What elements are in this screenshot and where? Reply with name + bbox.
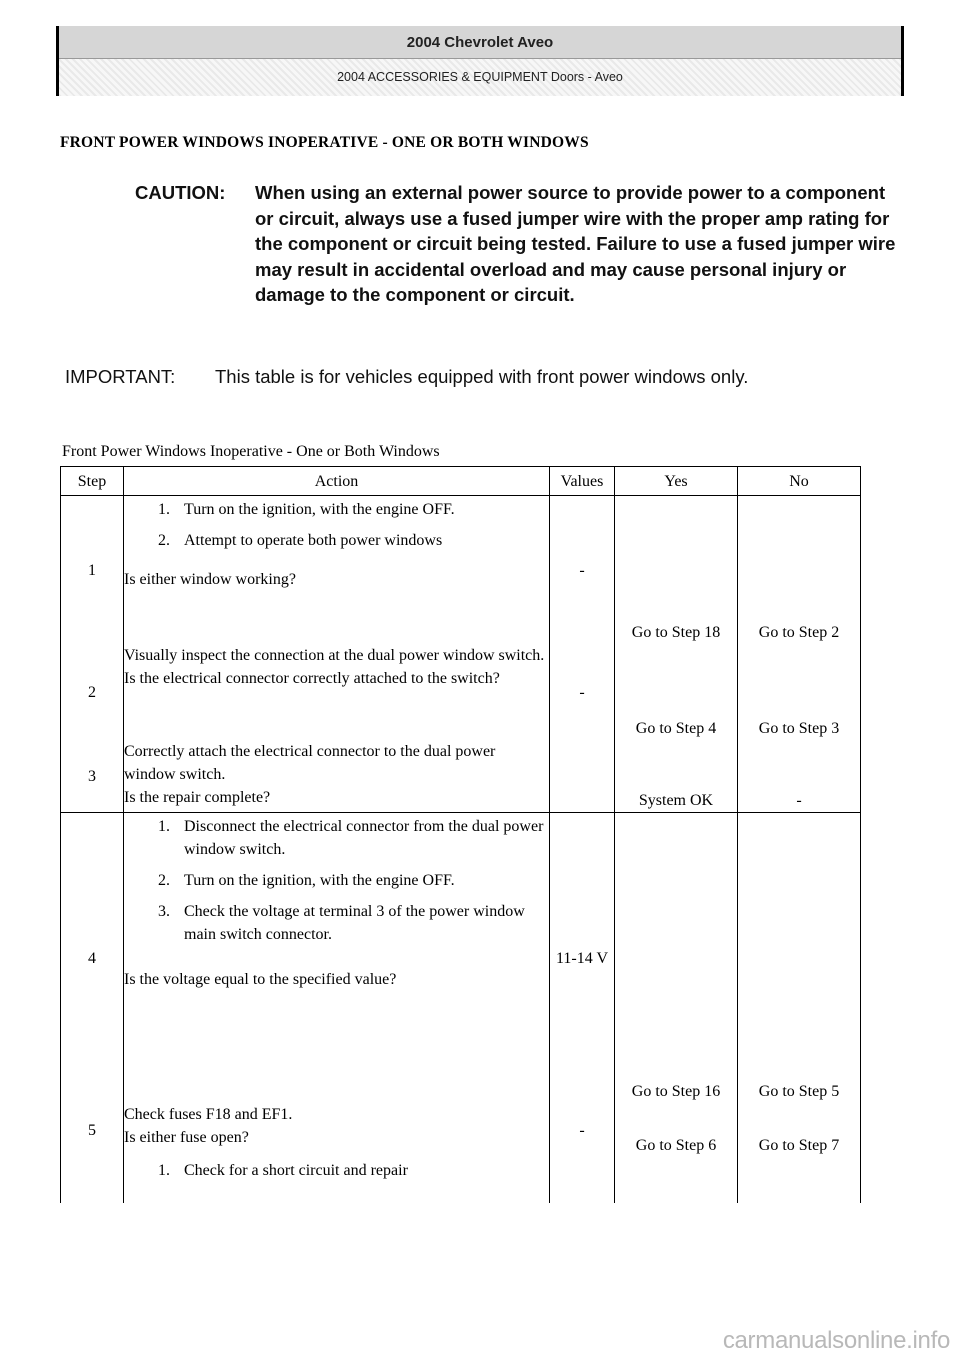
step-number: 2 xyxy=(61,644,124,740)
table-row xyxy=(61,1157,861,1203)
step-question: Is the voltage equal to the specified value? xyxy=(124,971,397,988)
step-action xyxy=(124,1157,550,1203)
table-row xyxy=(61,496,861,645)
step-no: Go to Step 3 xyxy=(738,644,861,740)
section-title: FRONT POWER WINDOWS INOPERATIVE - ONE OR BOTH WINDOWS xyxy=(60,134,589,151)
step-question: Is the electrical connector correctly attached to the switch? xyxy=(124,670,500,687)
step-no: - xyxy=(738,740,861,813)
step-values: - xyxy=(550,1103,615,1157)
step-yes: Go to Step 6 xyxy=(615,1103,738,1157)
step-instruction: Correctly attach the electrical connector to the dual power window switch. xyxy=(124,743,496,783)
step-no xyxy=(738,1157,861,1203)
step-action xyxy=(124,813,550,1104)
step-values: 11-14 V xyxy=(550,813,615,1104)
step-question: Is either fuse open? xyxy=(124,1129,249,1146)
table-caption: Front Power Windows Inoperative - One or Both Windows xyxy=(62,443,440,460)
step-yes: Go to Step 18 xyxy=(615,496,738,645)
step-yes: System OK xyxy=(615,740,738,813)
caution-label: CAUTION: xyxy=(135,182,226,203)
step-action xyxy=(124,740,550,813)
header-subtitle: 2004 ACCESSORIES & EQUIPMENT Doors - Aveo xyxy=(59,59,901,96)
header-title: 2004 Chevrolet Aveo xyxy=(59,26,901,59)
header-no: No xyxy=(738,467,861,496)
action-substep: 1. Check for a short circuit and repair xyxy=(158,1162,408,1179)
document-header xyxy=(56,26,904,96)
step-number: 1 xyxy=(61,496,124,645)
step-question: Is the repair complete? xyxy=(124,789,271,806)
step-values xyxy=(550,740,615,813)
header-yes: Yes xyxy=(615,467,738,496)
caution-notice xyxy=(135,180,910,340)
step-number xyxy=(61,1157,124,1203)
header-action: Action xyxy=(124,467,550,496)
step-action xyxy=(124,644,550,740)
table-row xyxy=(61,740,861,813)
header-step: Step xyxy=(61,467,124,496)
table-header-row xyxy=(61,467,861,496)
header-values: Values xyxy=(550,467,615,496)
step-yes: Go to Step 4 xyxy=(615,644,738,740)
action-substep: 3. Check the voltage at terminal 3 of the power window main switch connector. xyxy=(158,903,525,943)
action-substep: 2. Attempt to operate both power windows xyxy=(158,532,443,549)
step-number: 4 xyxy=(61,813,124,1104)
step-yes xyxy=(615,1157,738,1203)
watermark: carmanualsonline.info xyxy=(722,1327,950,1354)
diagnostic-table xyxy=(60,466,861,1203)
step-action xyxy=(124,496,550,645)
step-question: Is either window working? xyxy=(124,571,296,588)
important-text: This table is for vehicles equipped with front power windows only. xyxy=(215,366,749,387)
step-no: Go to Step 7 xyxy=(738,1103,861,1157)
step-values: - xyxy=(550,644,615,740)
important-label: IMPORTANT: xyxy=(65,366,176,387)
step-instruction: Visually inspect the connection at the dual power window switch. xyxy=(124,647,545,664)
step-number: 3 xyxy=(61,740,124,813)
action-substep: 1. Turn on the ignition, with the engine OFF. xyxy=(158,501,455,518)
table-row xyxy=(61,813,861,1104)
step-values: - xyxy=(550,496,615,645)
action-substep: 1. Disconnect the electrical connector from the dual power window switch. xyxy=(158,818,544,858)
important-notice xyxy=(65,364,915,424)
caution-text: When using an external power source to provide power to a component or circuit, always use a fused jumper wire with the proper amp rating for the component or circuit being tested. Failure to use a fused jumper wire may result in accidental overload and may cause personal injury or damage to the component or circuit. xyxy=(255,182,896,305)
step-no: Go to Step 2 xyxy=(738,496,861,645)
table-row xyxy=(61,644,861,740)
step-action xyxy=(124,1103,550,1157)
step-instruction: Check fuses F18 and EF1. xyxy=(124,1106,293,1123)
action-substep: 2. Turn on the ignition, with the engine OFF. xyxy=(158,872,455,889)
step-number: 5 xyxy=(61,1103,124,1157)
step-values xyxy=(550,1157,615,1203)
step-no: Go to Step 5 xyxy=(738,813,861,1104)
table-row xyxy=(61,1103,861,1157)
step-yes: Go to Step 16 xyxy=(615,813,738,1104)
